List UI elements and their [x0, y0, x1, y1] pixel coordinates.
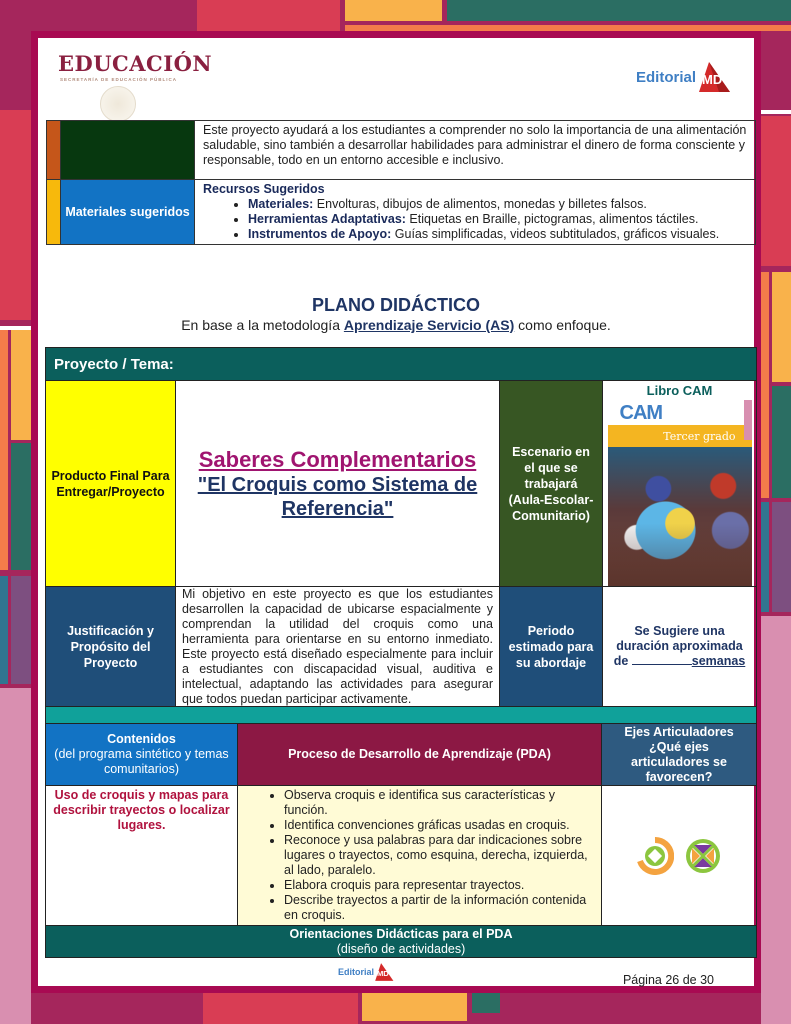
project-header: Proyecto / Tema: [46, 348, 756, 381]
list-item: • Elabora croquis para representar trayectos. [284, 878, 593, 893]
escenario-label: Escenario en el que se trabajará (Aula-Escolar-Comunitario) [500, 381, 603, 586]
grid-row [46, 786, 756, 926]
section-divider [46, 707, 756, 724]
bg-block [0, 110, 31, 320]
bg-block [0, 0, 190, 32]
interculturalidad-axis-icon [684, 837, 722, 875]
justificacion-label: Justificación y Propósito del Proyecto [46, 587, 176, 706]
orientaciones-title: Orientaciones Didácticas para el PDA [289, 927, 513, 941]
bg-block [472, 993, 500, 1013]
grid-row [46, 587, 756, 707]
bg-block [203, 993, 358, 1024]
item-desc: Etiquetas en Braille, pictogramas, alimentos táctiles. [405, 212, 699, 226]
bg-block [11, 443, 31, 570]
book-label: Libro CAM [646, 383, 713, 398]
bg-block [11, 330, 31, 440]
row-color-strip [47, 121, 61, 179]
bg-block [772, 502, 791, 612]
bg-block [761, 110, 791, 114]
producto-final-label: Producto Final Para Entregar/Proyecto [46, 381, 176, 586]
sugerencia-text: de [613, 654, 632, 668]
item-term: Materiales: [248, 197, 314, 211]
list-item: • Reconoce y usa palabras para dar indicaciones sobre lugares o trayectos, como esquina, derecha, izquierda, al lado, paralelo. [284, 833, 593, 878]
periodo-label: Periodo estimado para su abordaje [500, 587, 603, 706]
ejes-icons [636, 837, 722, 875]
cam-logo: CAM [619, 402, 663, 424]
bg-block [362, 993, 467, 1021]
item-term: Herramientas Adaptativas: [248, 212, 406, 226]
bg-block [772, 386, 791, 498]
bg-block [761, 502, 769, 612]
bg-block [11, 576, 31, 684]
table-row [47, 121, 755, 180]
bg-block [761, 616, 791, 1024]
bg-block [761, 272, 769, 498]
bg-block [447, 0, 791, 21]
periodo-value-cell [603, 587, 756, 706]
national-seal-icon [100, 86, 136, 122]
grid-row [46, 724, 756, 786]
item-desc: Guías simplificadas, videos subtitulados, gráficos visuales. [391, 227, 720, 241]
item-term: Instrumentos de Apoyo: [248, 227, 392, 241]
footer-editorial-logo [338, 962, 394, 982]
list-item: • Describe trayectos a partir de la información contenida en croquis. [284, 893, 593, 923]
pda-header: Proceso de Desarrollo de Aprendizaje (PDA) [238, 724, 602, 785]
bg-block [0, 576, 8, 684]
contenidos-header [46, 724, 238, 785]
bg-block [761, 116, 791, 266]
orientaciones-header [46, 926, 756, 957]
ejes-header: Ejes Articuladores ¿Qué ejes articuladores se favorecen? [602, 724, 756, 785]
row-color-strip [47, 180, 61, 244]
footer-logo-text: Editorial [338, 967, 375, 977]
materials-label: Materiales sugeridos [61, 180, 195, 244]
book-grade-band: Tercer grado [608, 425, 752, 447]
weeks-blank-field[interactable] [632, 664, 692, 665]
list-item [248, 197, 747, 212]
weeks-line [614, 654, 746, 669]
ejes-cell [602, 786, 756, 925]
sugerencia-text: duración aproximada [616, 639, 743, 653]
sugerencia-text: Se Sugiere una [634, 624, 725, 638]
plan-title: PLANO DIDÁCTICO [312, 295, 480, 315]
materials-content [195, 180, 755, 244]
subtitle-text: como enfoque. [514, 317, 611, 333]
bg-block [345, 0, 442, 21]
md-triangle-icon [697, 60, 731, 94]
materials-table [46, 120, 756, 245]
methodology-link[interactable]: Aprendizaje Servicio (AS) [343, 317, 515, 333]
bg-block [772, 272, 791, 382]
book-cell [603, 381, 756, 586]
bg-block [0, 330, 8, 570]
list-item: • Identifica convenciones gráficas usadas en croquis. [284, 818, 593, 833]
book-cover-image [608, 400, 752, 586]
project-title-cell [176, 381, 500, 586]
list-item [248, 227, 747, 242]
subtitle-text: En base a la metodología [181, 317, 344, 333]
page-number: Página 26 de 30 [622, 973, 714, 987]
pda-list [284, 788, 593, 923]
item-desc: Envolturas, dibujos de alimentos, monedas y billetes falsos. [313, 197, 647, 211]
bg-block [197, 0, 340, 32]
svg-text:MD: MD [376, 969, 389, 979]
plan-subtitle [38, 317, 754, 333]
editorial-logo-text: Editorial [636, 68, 697, 86]
row-label [61, 121, 195, 179]
sep-logo-title: EDUCACIÓN [58, 51, 213, 76]
project-description: Este proyecto ayudará a los estudiantes a comprender no solo la importancia de una alimentación saludable, sino también a desarrollar habilidades para administrar el dinero de forma consciente y responsable, todo en un entorno accesible e inclusivo. [203, 123, 747, 167]
inclusion-axis-icon [636, 837, 674, 875]
justificacion-cell [176, 587, 500, 706]
book-cover-top [608, 400, 752, 425]
planning-grid [45, 347, 757, 958]
contenidos-title: Contenidos [107, 732, 176, 746]
project-title-sub: "El Croquis como Sistema de Referencia" [197, 473, 478, 520]
contenido-value: Uso de croquis y mapas para describir trayectos o localizar lugares. [46, 786, 238, 925]
svg-text:MD: MD [702, 72, 723, 87]
document-page [31, 31, 761, 993]
bg-block [0, 688, 31, 1024]
resources-heading: Recursos Sugeridos [203, 182, 325, 196]
pda-cell [238, 786, 602, 925]
md-triangle-icon [374, 962, 394, 982]
weeks-label: semanas [691, 654, 746, 668]
list-item [248, 212, 747, 227]
orientaciones-subtitle: (diseño de actividades) [336, 942, 466, 956]
classroom-photo [608, 447, 752, 586]
project-title-main: Saberes Complementarios [198, 446, 477, 472]
list-item: • Observa croquis e identifica sus características y función. [284, 788, 593, 818]
table-row [47, 180, 755, 244]
resources-list [248, 197, 747, 242]
justificacion-text: Mi objetivo en este proyecto es que los estudiantes desarrollen la capacidad de ubicarse espacialmente y comprendan la utilidad del croquis como una herramienta para orientarse en su entorno inmediato. Este proyecto está diseñado especialmente para incluir a estudiantes con discapacidad visual, auditiva e intelectual, adaptando las actividades para asegurar que todos puedan participar activamente. [182, 586, 493, 706]
editorial-md-logo [636, 60, 731, 94]
book-accent [744, 400, 752, 440]
sep-logo-subtitle: SECRETARÍA DE EDUCACIÓN PÚBLICA [60, 77, 178, 82]
contenidos-subtitle: (del programa sintético y temas comunitarios) [54, 747, 229, 776]
grid-row [46, 381, 756, 587]
